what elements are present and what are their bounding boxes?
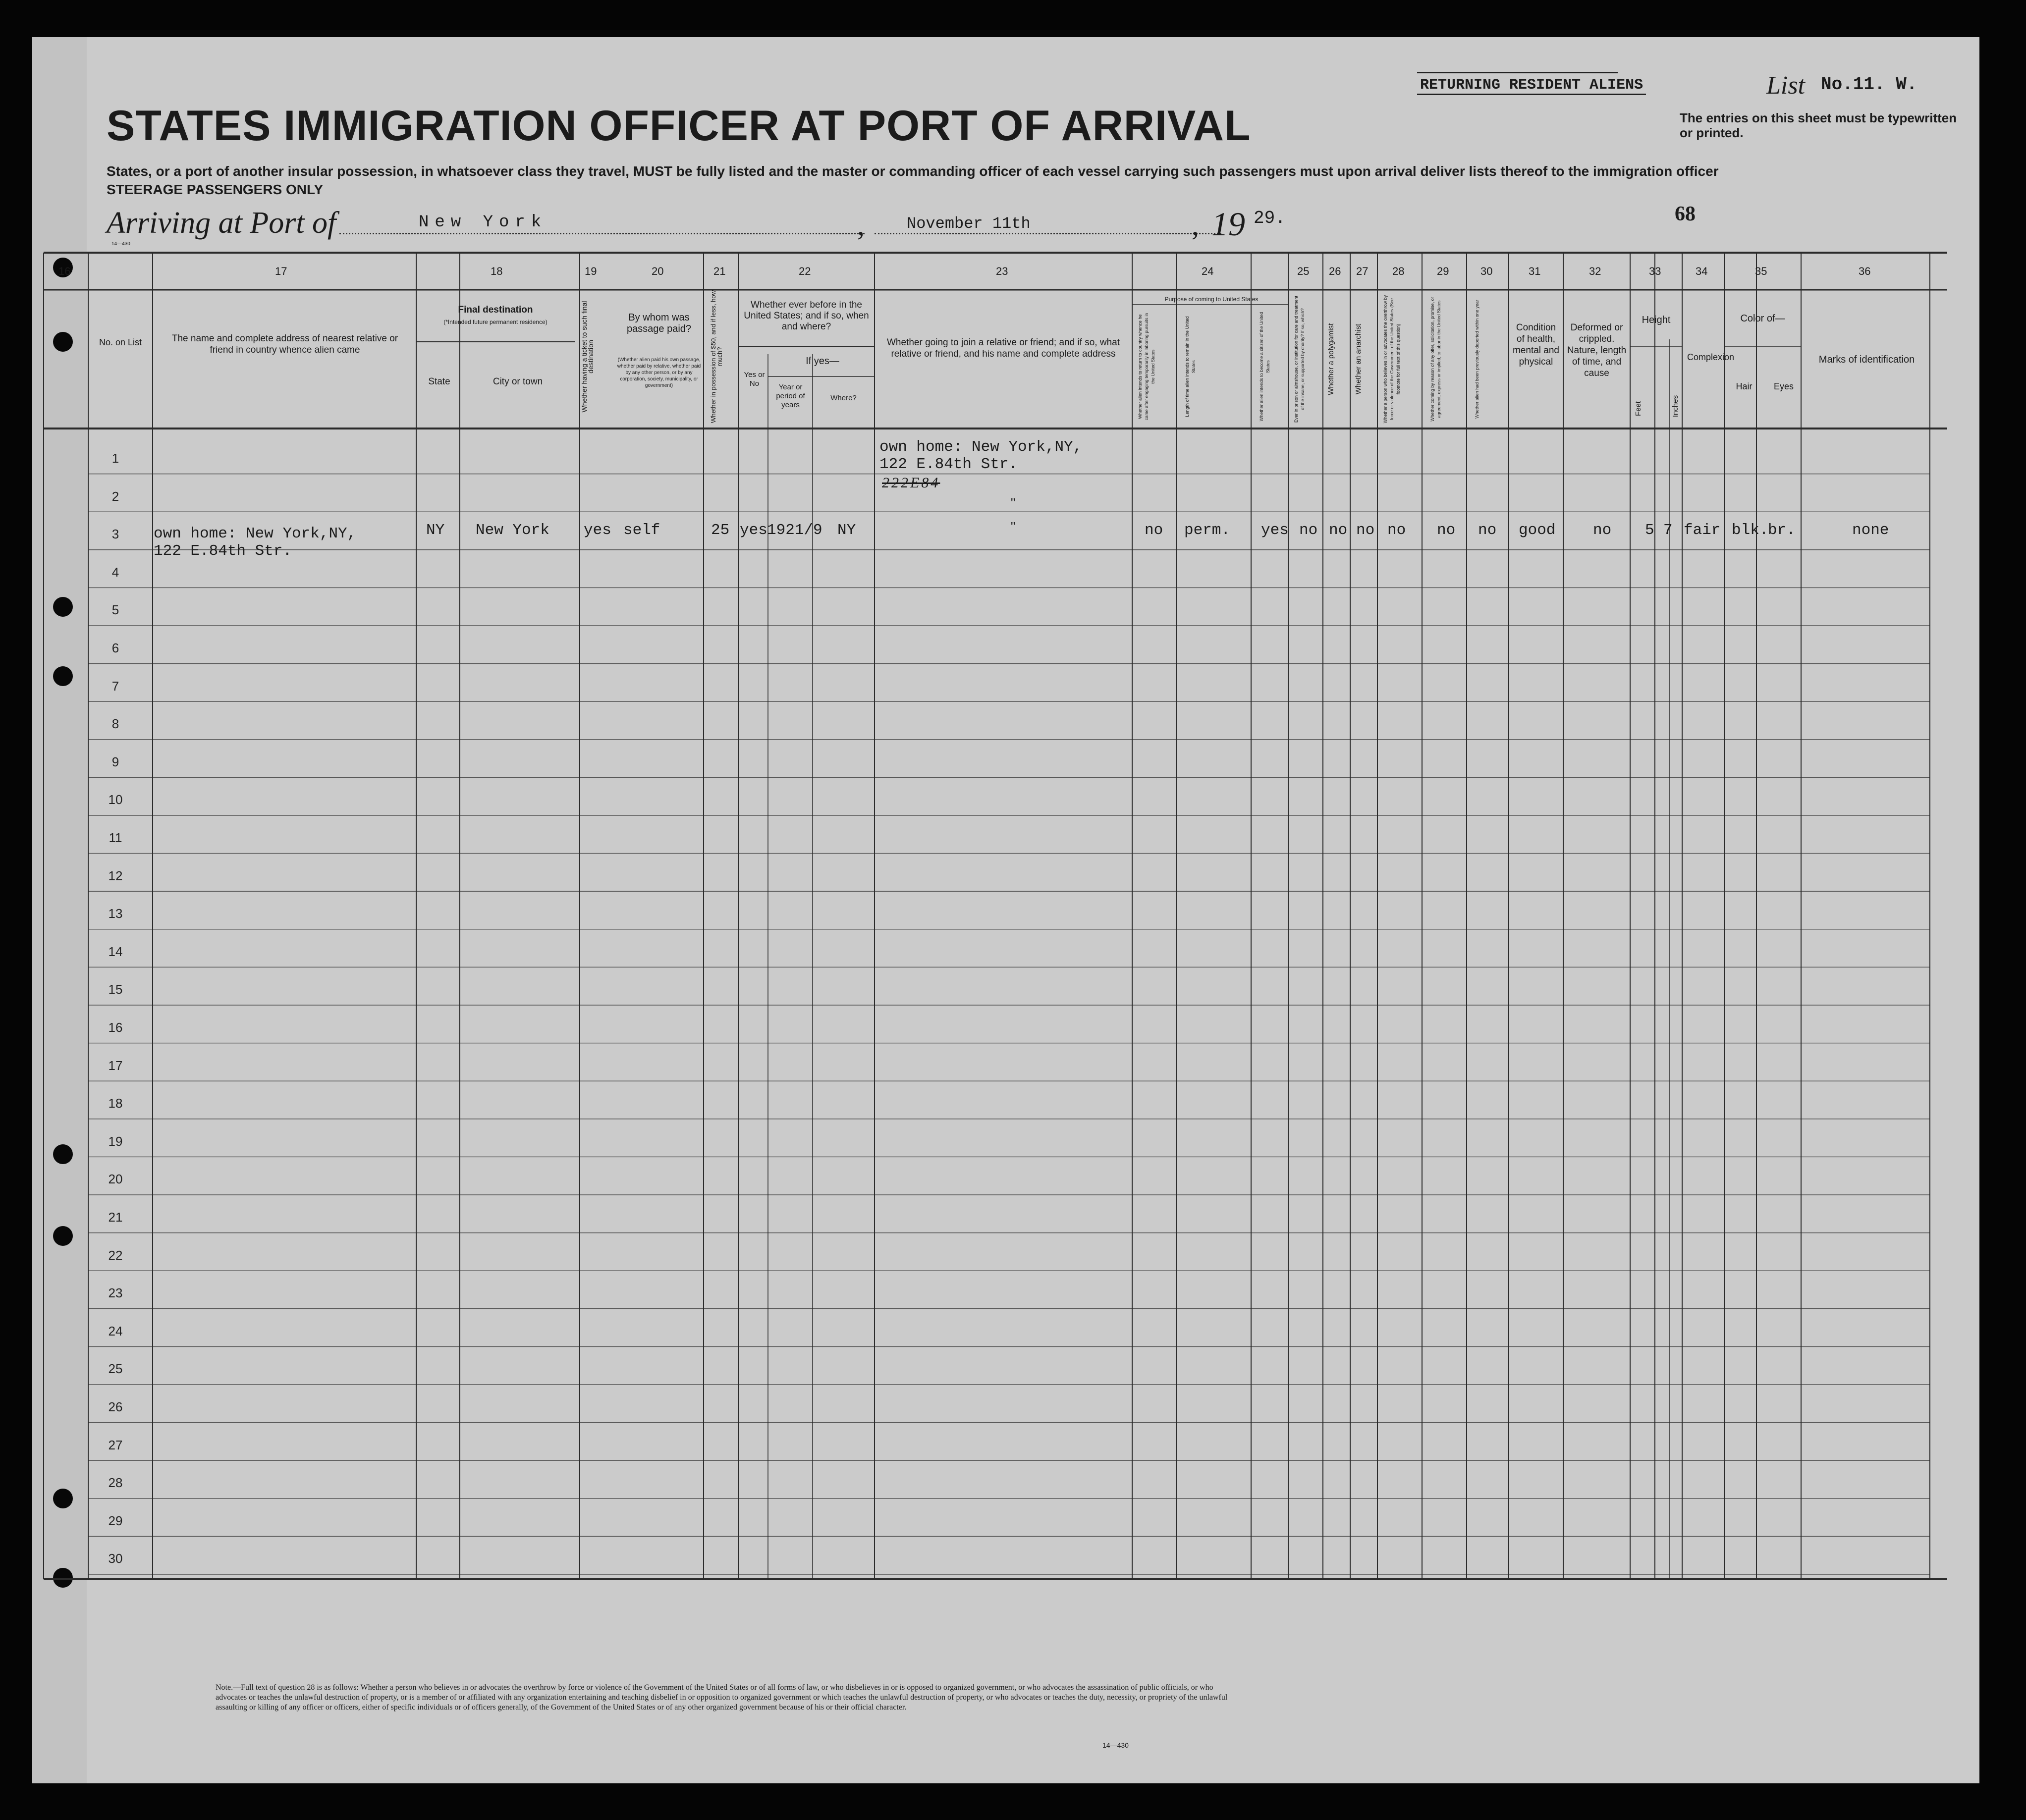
entry-text: no bbox=[1299, 522, 1318, 539]
entry-text: no bbox=[1387, 522, 1406, 539]
entry-text: blk. bbox=[1732, 522, 1769, 539]
column-number: 20 bbox=[652, 265, 664, 277]
punctuation: , bbox=[857, 209, 865, 241]
passenger-class-note: STEERAGE PASSENGERS ONLY bbox=[107, 182, 324, 197]
typewritten-note: The entries on this sheet must be typewritten or printed. bbox=[1680, 110, 1957, 140]
header-col24-a: Whether alien intends to return to country whence he came after engaging temporarily in laboring pursuits in the United States bbox=[1138, 313, 1155, 421]
entry-text: 25 bbox=[711, 522, 730, 539]
row-number: 8 bbox=[111, 716, 119, 732]
header-col16: No. on List bbox=[99, 337, 142, 347]
header-col21: Whether in possession of $50, and if less, how much? bbox=[710, 290, 723, 424]
entry-text: perm. bbox=[1184, 522, 1231, 539]
entry-text: no bbox=[1145, 522, 1163, 539]
row-number: 14 bbox=[108, 944, 123, 959]
entry-text: own home: New York,NY, bbox=[154, 525, 357, 542]
row-number: 20 bbox=[108, 1172, 123, 1187]
header-col25: Ever in prison or almshouse, or institution for care and treatment of the insane, or supported by charity? If so, which? bbox=[1294, 295, 1305, 423]
header-col20-sub: (Whether alien paid his own passage, whether paid by relative, whether paid by any other person, or by any corporation, society, municipality, or government) bbox=[617, 357, 701, 388]
row-number: 25 bbox=[108, 1361, 123, 1377]
entry-text: no bbox=[1356, 522, 1375, 539]
header-col24-b: Length of time alien intends to remain in the United States bbox=[1185, 316, 1196, 417]
table-grid bbox=[32, 37, 1979, 1783]
entry-text: no bbox=[1437, 522, 1456, 539]
row-number: 19 bbox=[108, 1133, 123, 1149]
entry-text: 5 bbox=[1645, 522, 1654, 539]
row-number: 4 bbox=[111, 564, 119, 580]
header-col33: Height bbox=[1642, 315, 1671, 325]
header-col28: Whether a person who believes in or advocates the overthrow by force or violence of the Government of the United States (See footnote for full text of this question) bbox=[1383, 295, 1401, 424]
column-number: 31 bbox=[1529, 265, 1541, 277]
row-number: 7 bbox=[111, 678, 119, 694]
row-number: 22 bbox=[108, 1247, 123, 1263]
row-number: 29 bbox=[108, 1513, 123, 1528]
column-number: 17 bbox=[275, 265, 287, 277]
column-number: 36 bbox=[1859, 265, 1871, 277]
ditto-mark: " bbox=[1011, 495, 1016, 510]
row-number: 3 bbox=[111, 527, 119, 542]
header-col18-city: City or town bbox=[493, 376, 543, 387]
entry-text: good bbox=[1519, 522, 1556, 539]
row-number: 9 bbox=[111, 754, 119, 769]
row-number: 23 bbox=[108, 1285, 123, 1301]
column-number: 28 bbox=[1392, 265, 1405, 277]
year-prefix: 19 bbox=[1211, 205, 1245, 243]
column-number: 26 bbox=[1329, 265, 1341, 277]
entry-text: yes bbox=[584, 522, 611, 539]
column-number: 27 bbox=[1356, 265, 1369, 277]
entry-text: fair bbox=[1684, 522, 1721, 539]
row-number: 13 bbox=[108, 906, 123, 921]
row-number: 24 bbox=[108, 1323, 123, 1338]
entry-text: NY bbox=[426, 522, 445, 539]
column-number: 22 bbox=[799, 265, 811, 277]
header-col35-eyes: Eyes bbox=[1773, 381, 1794, 391]
entry-text: yes bbox=[1261, 522, 1289, 539]
header-col36: Marks of identification bbox=[1818, 354, 1915, 365]
header-col22-year: Year or period of years bbox=[776, 383, 805, 409]
header-col23: Whether going to join a relative or friend; and if so, what relative or friend, and his name and complete address bbox=[887, 337, 1120, 359]
column-number: 32 bbox=[1589, 265, 1601, 277]
header-col18-sub: (*Intended future permanent residence) bbox=[443, 319, 548, 325]
entry-text: own home: New York,NY, bbox=[879, 438, 1083, 456]
header-col22-ifyes: If yes— bbox=[806, 356, 839, 367]
row-number: 2 bbox=[111, 488, 119, 504]
form-code: 14—430 bbox=[111, 241, 130, 247]
row-number: 27 bbox=[108, 1437, 123, 1452]
row-number: 12 bbox=[108, 868, 123, 883]
column-number: 30 bbox=[1480, 265, 1493, 277]
entry-text: none bbox=[1852, 522, 1889, 539]
row-number: 28 bbox=[108, 1475, 123, 1491]
column-number: 24 bbox=[1202, 265, 1214, 277]
column-number: 29 bbox=[1437, 265, 1449, 277]
entry-text: NY bbox=[837, 522, 856, 539]
entry-text: no bbox=[1329, 522, 1348, 539]
punctuation: , bbox=[1192, 209, 1199, 241]
header-col27: Whether an anarchist bbox=[1354, 323, 1363, 395]
row-number: 1 bbox=[111, 451, 119, 466]
column-number: 16 bbox=[58, 265, 71, 277]
header-col32: Deformed or crippled. Nature, length of time, and cause bbox=[1567, 322, 1627, 378]
header-col20: By whom was passage paid? bbox=[626, 312, 692, 334]
column-number: 34 bbox=[1696, 265, 1708, 277]
header-col19: Whether having a ticket to such final destination bbox=[580, 301, 595, 413]
header-col18: Final destination bbox=[458, 305, 533, 315]
row-number: 5 bbox=[111, 602, 119, 618]
row-number: 18 bbox=[108, 1096, 123, 1111]
page-number: 68 bbox=[1675, 203, 1696, 225]
header-col29: Whether coming by reason of any offer, solicitation, promise, or agreement, express or implied, to labor in the United States bbox=[1430, 297, 1441, 422]
header-col22-where: Where? bbox=[830, 394, 857, 402]
column-number: 21 bbox=[713, 265, 726, 277]
column-number: 18 bbox=[491, 265, 503, 277]
header-col26: Whether a polygamist bbox=[1327, 323, 1335, 395]
row-number: 17 bbox=[108, 1058, 123, 1073]
header-col22-yesno: Yes or No bbox=[744, 371, 765, 388]
footnote: Note.—Full text of question 28 is as follows: Whether a person who believes in or advocates the overthrow by force or violence of the Government of the United States or of all forms of law, or who disbelieves in or is opposed to organized government, or who advocates the assassination of public officials, or who advocates or teaches the unlawful destruction of property, or is a member of or affiliated with any organization entertaining and teaching disbelief in or opposition to organized government or which teaches the unlawful destruction of property, or who advocates or teaches the duty, necessity, or propriety of the unlawful assaulting or killing of any officer or officers, either of specific individuals or of officers generally, of the Government of the United States or of any other organized government because of his or their official character. bbox=[216, 1683, 1228, 1712]
header-col35: Color of— bbox=[1740, 313, 1785, 324]
row-number: 26 bbox=[108, 1399, 123, 1414]
entry-text: 122 E.84th Str. bbox=[879, 456, 1018, 473]
column-number: 23 bbox=[996, 265, 1008, 277]
header-col33-feet: Feet bbox=[1634, 401, 1643, 417]
arriving-label: Arriving at Port of bbox=[107, 206, 336, 240]
entry-text: 122 E.84th Str. bbox=[154, 542, 292, 560]
entry-text: br. bbox=[1768, 522, 1796, 539]
header-col30: Whether alien had been previously deported within one year bbox=[1475, 300, 1479, 419]
manifest-sheet bbox=[32, 37, 1979, 1783]
row-number: 16 bbox=[108, 1020, 123, 1035]
column-number: 19 bbox=[585, 265, 597, 277]
instructions-line: States, or a port of another insular possession, in whatsoever class they travel, MUST be fully listed and the master or commanding officer of each vessel carrying such passengers must upon arrival deliver lists thereof to the immigration officer bbox=[107, 163, 1719, 179]
header-col17: The name and complete address of nearest relative or friend in country whence alien came bbox=[171, 333, 398, 355]
row-number: 15 bbox=[108, 982, 123, 997]
entry-text: no bbox=[1478, 522, 1497, 539]
row-number: 10 bbox=[108, 792, 123, 807]
entry-text: New York bbox=[476, 522, 549, 539]
entry-text: 7 bbox=[1663, 522, 1673, 539]
header-col33-inches: Inches bbox=[1671, 395, 1680, 418]
port-value: New York bbox=[419, 213, 548, 232]
form-title: STATES IMMIGRATION OFFICER AT PORT OF ARRIVAL bbox=[107, 102, 1251, 150]
column-number: 33 bbox=[1649, 265, 1661, 277]
header-col31: Condition of health, mental and physical bbox=[1512, 322, 1559, 367]
row-number: 6 bbox=[111, 641, 119, 655]
header-col24-c: Whether alien intends to become a citizen of the United States bbox=[1259, 312, 1270, 422]
arrival-date: November 11th bbox=[907, 214, 1031, 233]
header-col24: Purpose of coming to United States bbox=[1164, 296, 1259, 303]
form-code: 14—430 bbox=[1102, 1741, 1129, 1749]
entry-text: no bbox=[1593, 522, 1612, 539]
header-col22: Whether ever before in the United States; and if so, when and where? bbox=[744, 300, 869, 332]
category-stamp: RETURNING RESIDENT ALIENS bbox=[1417, 77, 1646, 95]
row-number: 11 bbox=[109, 830, 122, 845]
entry-text: 1921/9 bbox=[767, 522, 822, 539]
row-number: 30 bbox=[108, 1551, 123, 1566]
column-number: 35 bbox=[1755, 265, 1767, 277]
list-label: List bbox=[1766, 71, 1806, 100]
ditto-mark: " bbox=[1011, 519, 1016, 535]
header-col35-hair: Hair bbox=[1736, 381, 1752, 391]
header-col34: Complexion bbox=[1687, 352, 1735, 362]
entry-text: self bbox=[623, 522, 660, 539]
header-col18-state: State bbox=[428, 376, 450, 387]
list-number: No.11. W. bbox=[1821, 74, 1917, 95]
row-number: 21 bbox=[108, 1210, 123, 1225]
entry-text: yes bbox=[740, 522, 767, 539]
handwritten-note: 222E84 bbox=[882, 475, 940, 491]
column-number: 25 bbox=[1297, 265, 1310, 277]
year-suffix: 29. bbox=[1254, 208, 1286, 228]
